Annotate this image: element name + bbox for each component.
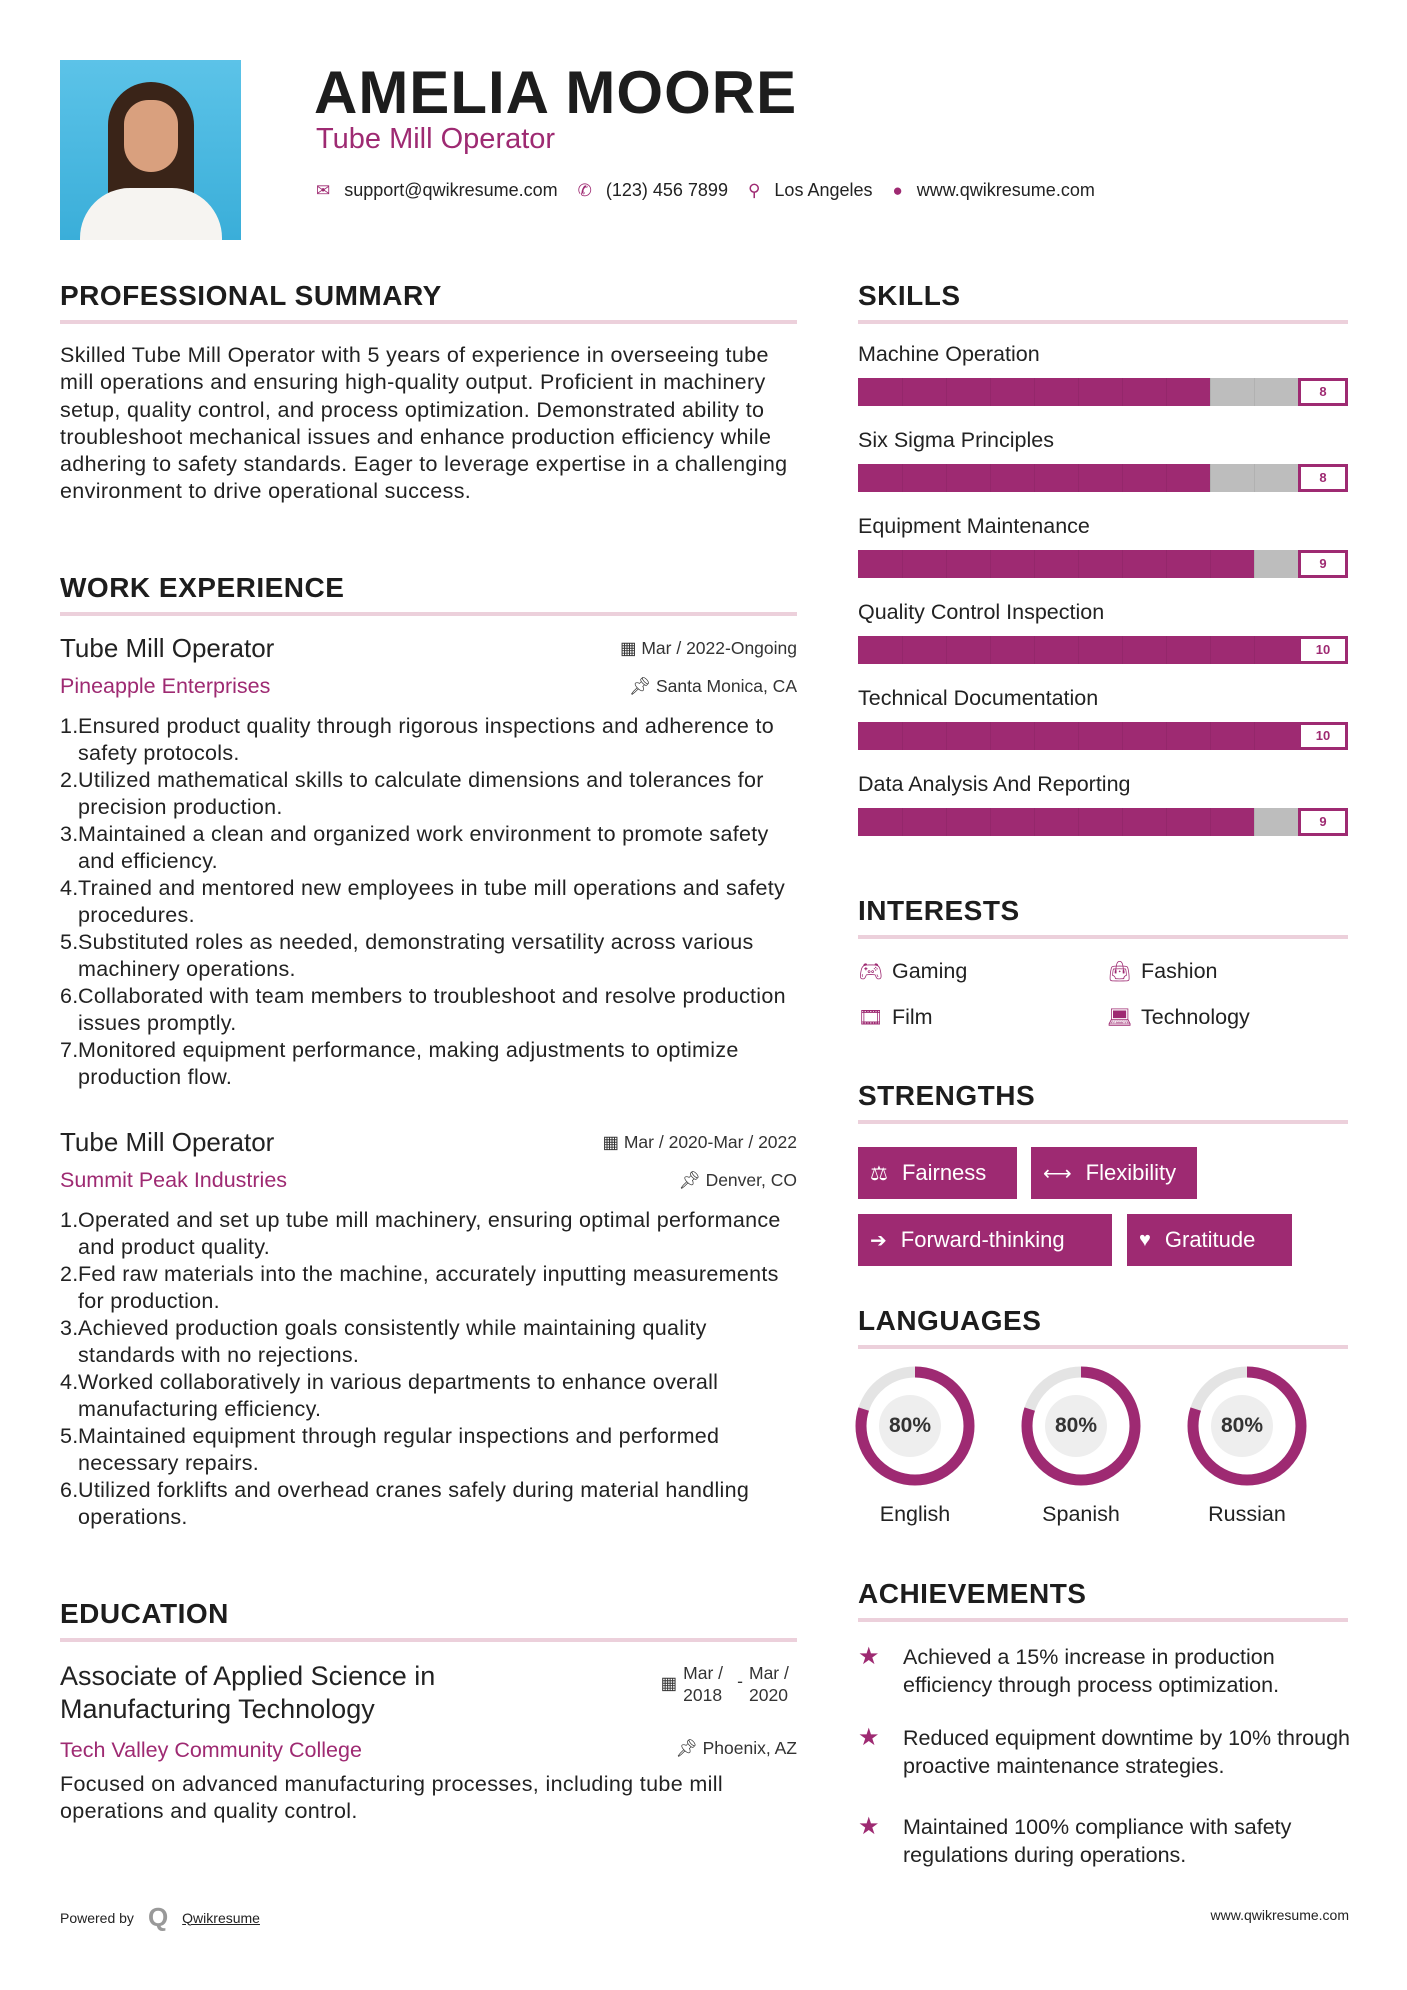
section-divider	[60, 320, 797, 324]
skill-bar-segment	[1254, 722, 1255, 750]
skill-bar-segment	[1034, 464, 1035, 492]
star-icon: ★	[858, 1724, 880, 1751]
skill-bar-segment	[1078, 464, 1079, 492]
skill-name: Six Sigma Principles	[858, 428, 1054, 452]
strength-chip	[1127, 1214, 1292, 1266]
job-dates: Mar / 2020-Mar / 2022	[623, 1132, 797, 1152]
skill-bar-segment	[1254, 808, 1255, 836]
skill-bar-segment	[990, 550, 991, 578]
skill-bar-fill	[858, 550, 1254, 578]
interest-item	[1107, 1005, 1250, 1030]
skill-bar-segment	[1254, 464, 1255, 492]
skill-bar-segment	[1122, 722, 1123, 750]
pin-icon: 📌︎	[678, 1170, 706, 1190]
skills-section	[858, 280, 1348, 858]
education-description: Focused on advanced manufacturing processes, including tube mill operations and quality control.	[60, 1772, 723, 1824]
skill-bar-segment	[1078, 808, 1079, 836]
skill-bar-segment	[990, 636, 991, 664]
interest-label: Film	[892, 1005, 933, 1029]
envelope-icon: ✉	[316, 180, 331, 200]
skill-bar-segment	[1166, 464, 1167, 492]
strength-label: Gratitude	[1164, 1227, 1256, 1252]
skill-bar	[858, 550, 1348, 578]
section-heading: EDUCATION	[60, 1598, 229, 1629]
section-divider	[858, 1120, 1348, 1124]
pin-icon: 📌︎	[628, 676, 656, 696]
degree-title: Associate of Applied Science in Manufacturing Technology	[60, 1661, 436, 1724]
job-bullet: Collaborated with team members to troubleshoot and resolve production issues promptly.	[78, 984, 786, 1035]
skill-bar-segment	[1166, 722, 1167, 750]
education-end-date: Mar / 2020	[749, 1663, 789, 1705]
section-heading: WORK EXPERIENCE	[60, 572, 345, 603]
skill-bar-segment	[946, 722, 947, 750]
work-experience-heading-block	[60, 572, 797, 616]
skill-bar-segment	[990, 808, 991, 836]
profile-photo	[60, 60, 241, 240]
skill-bar-segment	[1210, 550, 1211, 578]
calendar-icon: ▦	[602, 1132, 624, 1152]
phone-icon: ✆	[577, 180, 592, 200]
language-item	[1182, 1365, 1312, 1527]
skill-bar-segment	[946, 464, 947, 492]
footer-website[interactable]: www.qwikresume.com	[1210, 1907, 1349, 1923]
skill-bar-segment	[1034, 636, 1035, 664]
skill-bar	[858, 464, 1348, 492]
languages-section	[858, 1305, 1348, 1526]
education-section	[60, 1598, 797, 1826]
arrow-right-icon: ➔	[870, 1229, 887, 1252]
skill-bar	[858, 808, 1348, 836]
school-name: Tech Valley Community College	[60, 1738, 362, 1762]
skill-bar	[858, 636, 1348, 664]
pin-icon: 📌︎	[675, 1738, 703, 1758]
job-bullet: Ensured product quality through rigorous inspections and adherence to safety protocols.	[78, 714, 774, 765]
section-heading: PROFESSIONAL SUMMARY	[60, 280, 442, 311]
job-bullet: Operated and set up tube mill machinery, ensuring optimal performance and product quality.	[78, 1208, 781, 1259]
balance-scale-icon: ⚖	[870, 1162, 888, 1185]
date-separator: -	[737, 1671, 743, 1691]
achievement-text: Reduced equipment downtime by 10% through proactive maintenance strategies.	[903, 1726, 1351, 1778]
skill-bar-segment	[902, 808, 903, 836]
skill-name: Technical Documentation	[858, 686, 1099, 710]
skill-bar-segment	[990, 378, 991, 406]
skill-bar-segment	[990, 464, 991, 492]
qwikresume-logo-icon: Q	[147, 1902, 169, 1932]
section-divider	[858, 320, 1348, 324]
contact-item[interactable]: support@qwikresume.com	[344, 180, 558, 200]
interest-label: Technology	[1141, 1005, 1250, 1029]
job-bullet: Utilized mathematical skills to calculate dimensions and tolerances for precision production.	[78, 768, 764, 819]
skill-bar-segment	[990, 722, 991, 750]
education-location: Phoenix, AZ	[702, 1738, 797, 1758]
achievement-text: Maintained 100% compliance with safety regulations during operations.	[903, 1815, 1292, 1867]
skill-bar-segment	[946, 378, 947, 406]
strength-chip	[858, 1214, 1112, 1266]
skill-bar-segment	[902, 722, 903, 750]
skill-bar-segment	[1078, 722, 1079, 750]
achievement-item	[858, 1724, 1353, 1780]
skill-bar-segment	[1034, 722, 1035, 750]
contact-item[interactable]: www.qwikresume.com	[916, 180, 1095, 200]
language-percent: 80%	[1211, 1395, 1273, 1457]
laptop-icon: 💻︎	[1107, 1007, 1133, 1029]
contact-item: Los Angeles	[774, 180, 873, 200]
skill-name: Quality Control Inspection	[858, 600, 1105, 624]
interest-label: Gaming	[892, 959, 968, 983]
candidate-title: Tube Mill Operator	[316, 123, 556, 155]
skill-bar-segment	[902, 378, 903, 406]
skill-bar-segment	[1166, 550, 1167, 578]
arrows-horizontal-icon: ⟷	[1043, 1162, 1072, 1185]
calendar-icon: ▦	[619, 638, 642, 658]
skill-bar-segment	[1122, 550, 1123, 578]
section-divider	[858, 1345, 1348, 1349]
skill-bar-segment	[1166, 636, 1167, 664]
summary-text: Skilled Tube Mill Operator with 5 years of experience in overseeing tube mill operations and ensuring high-quality output. Proficient in machinery setup, quality control, and process optimization. Demonstrated ability to troubleshoot mechanical issues and enhance production efficiency while adhering to safety standards. Eager to leverage expertise in a challenging environment to drive operational success.	[60, 343, 788, 504]
film-icon: 🎞︎	[858, 1007, 884, 1029]
skill-bar-segment	[1254, 636, 1255, 664]
section-heading: STRENGTHS	[858, 1080, 1036, 1111]
job-dates: Mar / 2022-Ongoing	[641, 638, 797, 658]
skill-level: 8	[1298, 378, 1348, 406]
skill-bar	[858, 378, 1348, 406]
education-start-date: Mar / 2018	[683, 1663, 724, 1705]
skill-name: Machine Operation	[858, 342, 1040, 366]
section-heading: INTERESTS	[858, 895, 1020, 926]
job-location: Santa Monica, CA	[655, 676, 797, 696]
skill-bar-segment	[1210, 636, 1211, 664]
section-divider	[60, 612, 797, 616]
gamepad-icon: 🎮︎	[858, 961, 884, 983]
skill-bar-segment	[1210, 808, 1211, 836]
job-title: Tube Mill Operator	[60, 1127, 275, 1157]
skill-level: 9	[1298, 550, 1348, 578]
job-bullets	[60, 713, 797, 1091]
strength-chip	[858, 1147, 1017, 1199]
footer-powered-by	[60, 1902, 260, 1933]
job-entry	[60, 633, 797, 1091]
section-heading: SKILLS	[858, 280, 961, 311]
job-bullet: Maintained equipment through regular inspections and performed necessary repairs.	[78, 1424, 720, 1475]
job-bullet: Worked collaboratively in various departments to enhance overall manufacturing efficiency.	[78, 1370, 719, 1421]
globe-icon: ●	[892, 180, 903, 200]
skill-bar-segment	[1254, 378, 1255, 406]
skill-bar-segment	[902, 464, 903, 492]
language-name: Spanish	[1042, 1502, 1120, 1526]
job-title: Tube Mill Operator	[60, 633, 275, 663]
star-icon: ★	[858, 1643, 880, 1670]
job-entry	[60, 1127, 797, 1531]
skill-bar-segment	[902, 636, 903, 664]
skill-bar-fill	[858, 808, 1254, 836]
strength-label: Fairness	[901, 1160, 987, 1185]
job-bullet: Substituted roles as needed, demonstrating versatility across various machinery operations.	[78, 930, 754, 981]
strengths-section	[858, 1080, 1348, 1252]
skill-bar-segment	[1034, 378, 1035, 406]
strength-label: Forward-thinking	[900, 1227, 1065, 1252]
interest-item	[858, 959, 967, 984]
skill-bar-segment	[1122, 464, 1123, 492]
contact-item: (123) 456 7899	[605, 180, 728, 200]
skill-name: Data Analysis And Reporting	[858, 772, 1131, 796]
skill-level: 8	[1298, 464, 1348, 492]
calendar-icon: ▦	[660, 1673, 678, 1693]
job-location: Denver, CO	[705, 1170, 797, 1190]
skill-bar-segment	[1122, 636, 1123, 664]
job-bullet: Fed raw materials into the machine, accurately inputting measurements for production.	[78, 1262, 779, 1313]
company-name: Summit Peak Industries	[60, 1168, 288, 1192]
skill-bar-segment	[1210, 378, 1211, 406]
achievement-text: Achieved a 15% increase in production efficiency through process optimization.	[903, 1645, 1280, 1697]
section-divider	[858, 1618, 1348, 1622]
skill-bar-segment	[1254, 550, 1255, 578]
qwikresume-link[interactable]: Qwikresume	[182, 1909, 260, 1926]
candidate-name: AMELIA MOORE	[314, 59, 798, 126]
skill-bar-segment	[902, 550, 903, 578]
language-item	[850, 1365, 980, 1527]
skill-bar-segment	[1034, 808, 1035, 836]
skill-bar-segment	[1078, 636, 1079, 664]
contact-row	[316, 180, 1115, 201]
job-bullet: Trained and mentored new employees in tube mill operations and safety procedures.	[78, 876, 786, 927]
interest-item	[858, 1005, 933, 1030]
shopping-bag-icon: 👜︎	[1107, 961, 1133, 983]
skill-level: 9	[1298, 808, 1348, 836]
interest-label: Fashion	[1141, 959, 1218, 983]
star-icon: ★	[858, 1813, 880, 1840]
map-pin-icon: ⚲	[747, 180, 761, 200]
skill-bar-segment	[1078, 378, 1079, 406]
language-item	[1016, 1365, 1146, 1527]
interests-section	[858, 895, 1348, 1029]
job-bullets	[60, 1207, 797, 1531]
job-bullet: Utilized forklifts and overhead cranes safely during material handling operations.	[78, 1478, 750, 1529]
section-divider	[60, 1638, 797, 1642]
section-heading: LANGUAGES	[858, 1305, 1042, 1336]
language-name: English	[879, 1502, 951, 1526]
job-bullet: Monitored equipment performance, making adjustments to optimize production flow.	[78, 1038, 739, 1089]
skill-bar-segment	[1122, 378, 1123, 406]
section-divider	[858, 935, 1348, 939]
skill-bar-segment	[1210, 464, 1211, 492]
company-name: Pineapple Enterprises	[60, 674, 271, 698]
strength-label: Flexibility	[1085, 1160, 1177, 1185]
skill-bar-segment	[1034, 550, 1035, 578]
skill-bar-segment	[1166, 378, 1167, 406]
skill-bar-fill	[858, 722, 1348, 750]
job-bullet: Achieved production goals consistently while maintaining quality standards with no rejections.	[78, 1316, 707, 1367]
summary-section	[60, 280, 797, 506]
strength-chip	[1031, 1147, 1197, 1199]
skill-name: Equipment Maintenance	[858, 514, 1090, 538]
skill-bar	[858, 722, 1348, 750]
skill-bar-segment	[946, 550, 947, 578]
skill-bar-segment	[1122, 808, 1123, 836]
skill-bar-segment	[946, 808, 947, 836]
skill-bar-segment	[946, 636, 947, 664]
achievement-item	[858, 1643, 1353, 1699]
skill-bar-segment	[1166, 808, 1167, 836]
skill-bar-fill	[858, 636, 1348, 664]
language-percent: 80%	[1045, 1395, 1107, 1457]
section-heading: ACHIEVEMENTS	[858, 1578, 1087, 1609]
job-bullet: Maintained a clean and organized work environment to promote safety and efficiency.	[78, 822, 769, 873]
skill-level: 10	[1298, 722, 1348, 750]
heart-icon: ♥	[1139, 1228, 1151, 1251]
skill-bar-segment	[1210, 722, 1211, 750]
language-name: Russian	[1208, 1502, 1286, 1526]
achievements-heading-block	[858, 1578, 1348, 1622]
language-percent: 80%	[879, 1395, 941, 1457]
interest-item	[1107, 959, 1218, 984]
skill-bar-segment	[1078, 550, 1079, 578]
powered-by-label: Powered by	[60, 1909, 134, 1926]
achievement-item	[858, 1813, 1353, 1869]
skill-level: 10	[1298, 636, 1348, 664]
